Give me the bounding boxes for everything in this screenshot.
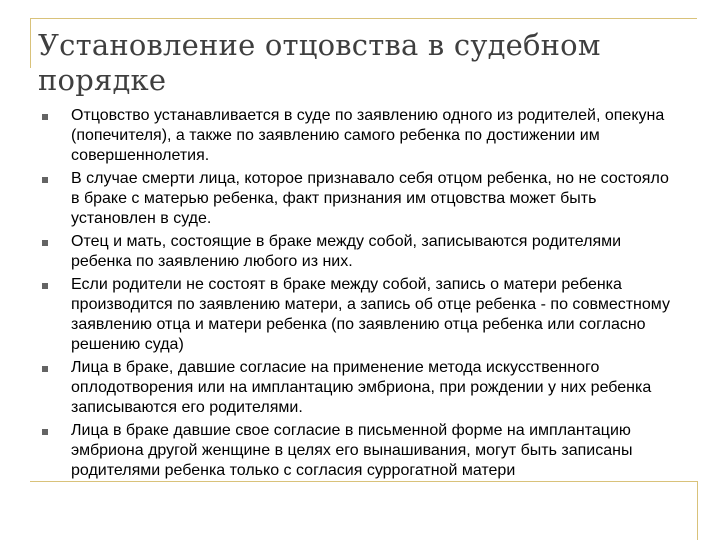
- left-decorative-line: [30, 18, 31, 68]
- bullet-text: Отец и мать, состоящие в браке между собой, записываются родителями ребенка по заявлению любого из них.: [71, 233, 622, 270]
- square-bullet-icon: [42, 283, 48, 289]
- bullet-item: [40, 358, 680, 418]
- bullet-item: [40, 421, 680, 481]
- square-bullet-icon: [42, 366, 48, 372]
- bullet-item: [40, 169, 680, 229]
- bullet-text: Отцовство устанавливается в суде по заявлению одного из родителей, опекуна (попечителя), а также по заявлению самого ребенка по достижении им совершеннолетия.: [71, 107, 665, 164]
- square-bullet-icon: [42, 429, 48, 435]
- bullet-item: [40, 232, 680, 272]
- top-decorative-line: [30, 18, 697, 19]
- bullet-text: Лица в браке, давшие согласие на применение метода искусственного оплодотворения или на имплантацию эмбриона, при рождении у них ребенка записываются его родителями.: [71, 359, 652, 416]
- square-bullet-icon: [42, 240, 48, 246]
- bullet-item: [40, 275, 680, 355]
- right-decorative-line: [697, 481, 698, 540]
- slide-title: Установление отцовства в судебном порядке: [38, 28, 601, 97]
- bullet-list: [40, 106, 680, 484]
- square-bullet-icon: [42, 114, 48, 120]
- bullet-text: В случае смерти лица, которое признавало себя отцом ребенка, но не состояло в браке с матерью ребенка, факт признания им отцовства может быть установлен в суде.: [71, 170, 669, 227]
- square-bullet-icon: [42, 177, 48, 183]
- bullet-text: Лица в браке давшие свое согласие в письменной форме на имплантацию эмбриона другой женщине в целях его вынашивания, могут быть записаны родителями ребенка только с согласия суррогатной матери: [71, 422, 633, 479]
- bullet-item: [40, 106, 680, 166]
- bullet-text: Если родители не состоят в браке между собой, запись о матери ребенка производится по заявлению матери, а запись об отце ребенка - по совместному заявлению отца и матери ребенка (по заявлению отца ребенка или согласно решению суда): [71, 276, 670, 353]
